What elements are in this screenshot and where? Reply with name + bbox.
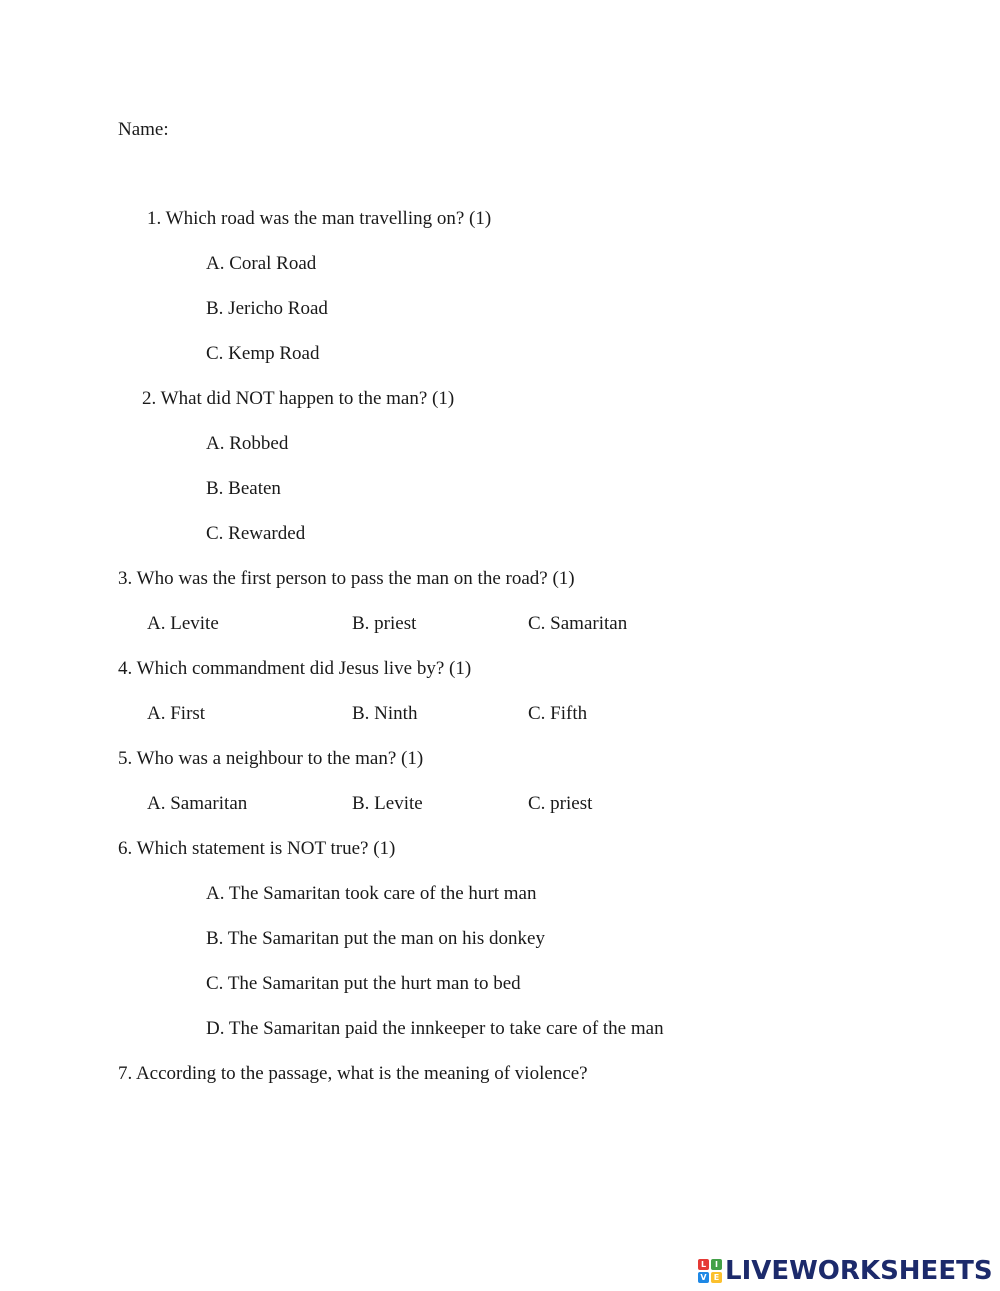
q6-option-b[interactable]: B. The Samaritan put the man on his donkey: [206, 928, 545, 949]
q2-option-c[interactable]: C. Rewarded: [206, 523, 306, 544]
q3-option-c[interactable]: C. Samaritan: [528, 613, 628, 634]
q5-option-a[interactable]: A. Samaritan: [147, 793, 248, 814]
question-1: 1. Which road was the man travelling on? (1): [147, 208, 492, 229]
q4-option-c[interactable]: C. Fifth: [528, 703, 588, 724]
q4-option-b[interactable]: B. Ninth: [352, 703, 418, 724]
logo-block-v: V: [698, 1272, 709, 1283]
question-6: 6. Which statement is NOT true? (1): [118, 838, 396, 859]
question-3: 3. Who was the first person to pass the man on the road? (1): [118, 568, 575, 589]
q4-option-a[interactable]: A. First: [147, 703, 206, 724]
question-7: 7. According to the passage, what is the meaning of violence?: [118, 1063, 588, 1084]
name-label: Name:: [118, 119, 169, 140]
q3-option-a[interactable]: A. Levite: [147, 613, 219, 634]
logo-text: LIVEWORKSHEETS: [725, 1256, 993, 1286]
q2-option-b[interactable]: B. Beaten: [206, 478, 281, 499]
q5-option-b[interactable]: B. Levite: [352, 793, 423, 814]
q1-option-b[interactable]: B. Jericho Road: [206, 298, 328, 319]
question-5: 5. Who was a neighbour to the man? (1): [118, 748, 424, 769]
q6-option-c[interactable]: C. The Samaritan put the hurt man to bed: [206, 973, 521, 994]
logo-block-i: I: [711, 1259, 722, 1270]
q5-option-c[interactable]: C. priest: [528, 793, 593, 814]
q6-option-d[interactable]: D. The Samaritan paid the innkeeper to take care of the man: [206, 1018, 664, 1039]
logo-block-e: E: [711, 1272, 722, 1283]
liveworksheets-logo: [698, 1256, 993, 1286]
q1-option-a[interactable]: A. Coral Road: [206, 253, 317, 274]
q6-option-a[interactable]: A. The Samaritan took care of the hurt man: [206, 883, 537, 904]
question-2: 2. What did NOT happen to the man? (1): [142, 388, 455, 409]
question-4: 4. Which commandment did Jesus live by? (1): [118, 658, 472, 679]
q1-option-c[interactable]: C. Kemp Road: [206, 343, 320, 364]
q2-option-a[interactable]: A. Robbed: [206, 433, 289, 454]
logo-blocks-icon: [698, 1259, 722, 1283]
logo-block-l: L: [698, 1259, 709, 1270]
q3-option-b[interactable]: B. priest: [352, 613, 417, 634]
